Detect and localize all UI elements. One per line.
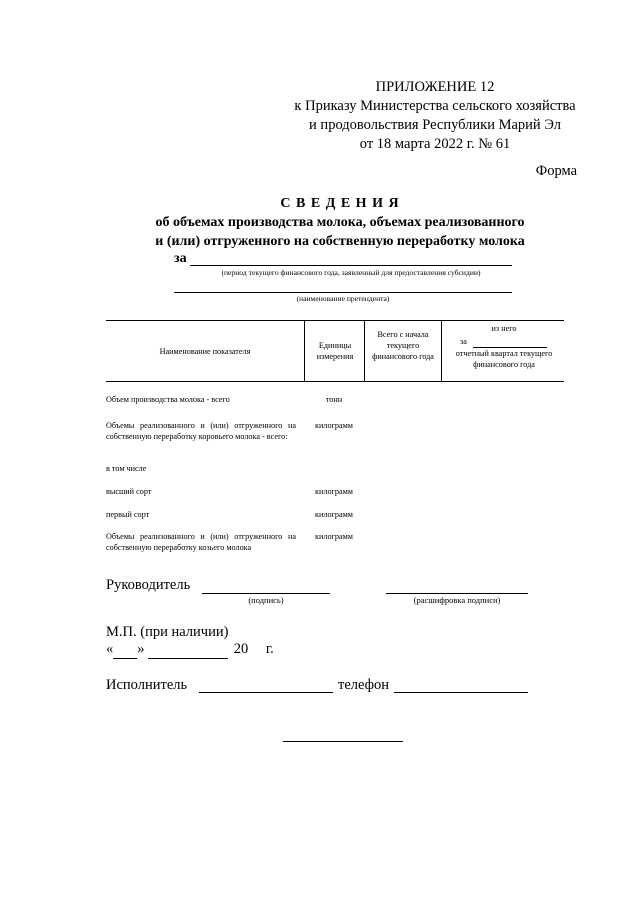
appendix-line-4: от 18 марта 2022 г. № 61 bbox=[359, 136, 511, 152]
table-divider-2 bbox=[364, 320, 365, 381]
period-prefix: за bbox=[174, 251, 187, 266]
date-close-quote: » bbox=[137, 641, 145, 657]
row-1-name: Объемы реализованного и (или) отгруженного на собственную переработку коровьего молока - всего: bbox=[106, 421, 296, 441]
header-since-start: Всего с начала текущего финансового года bbox=[372, 330, 434, 361]
table-divider-1 bbox=[304, 320, 305, 381]
row-0-unit: тонн bbox=[325, 395, 343, 404]
subtitle-line-1: об объемах производства молока, объемах реализованного bbox=[155, 215, 525, 230]
form-label: Форма bbox=[535, 163, 577, 179]
row-2-name: в том числе bbox=[106, 464, 147, 473]
row-5-unit: килограмм bbox=[315, 532, 353, 541]
row-1-unit: килограмм bbox=[315, 421, 353, 430]
row-0-name: Объем производства молока - всего bbox=[106, 395, 230, 404]
header-of-which: из него bbox=[491, 324, 517, 333]
row-3-name: высший сорт bbox=[106, 487, 152, 496]
row-4-unit: килограмм bbox=[315, 510, 353, 519]
period-caption: (период текущего финансового года, заявленный для предоставления субсидии) bbox=[221, 268, 481, 277]
sign-caption: (подпись) bbox=[248, 595, 284, 605]
decode-caption: (расшифровка подписи) bbox=[413, 595, 501, 605]
date-row bbox=[106, 641, 274, 659]
appendix-line-3: и продовольствия Республики Марий Эл bbox=[309, 117, 561, 133]
date-open-quote: « bbox=[106, 641, 114, 657]
row-5-name: Объемы реализованного и (или) отгруженного на собственную переработку козьего молока bbox=[106, 532, 296, 552]
head-decode-line bbox=[386, 593, 528, 594]
period-line bbox=[190, 265, 512, 266]
table-header-bottom-border bbox=[106, 381, 564, 382]
head-signature-line bbox=[202, 593, 330, 594]
header-za: за bbox=[460, 337, 467, 346]
footer-separator bbox=[283, 741, 403, 742]
table-top-border bbox=[106, 320, 564, 321]
phone-line bbox=[394, 692, 528, 693]
date-year: 20 bbox=[233, 641, 249, 657]
claimant-line bbox=[174, 292, 512, 293]
executor-label: Исполнитель bbox=[106, 677, 188, 693]
row-4-name: первый сорт bbox=[106, 510, 150, 519]
header-quarter-blank bbox=[473, 336, 547, 348]
subtitle-line-2: и (или) отгруженного на собственную переработку молока bbox=[155, 234, 525, 249]
table-divider-3 bbox=[441, 320, 442, 381]
document-title: С В Е Д Е Н И Я bbox=[280, 196, 400, 211]
header-indicator: Наименование показателя bbox=[159, 347, 251, 356]
head-label: Руководитель bbox=[106, 577, 191, 593]
phone-label: телефон bbox=[338, 677, 390, 693]
row-3-unit: килограмм bbox=[315, 487, 353, 496]
header-quarter-period bbox=[446, 336, 562, 348]
date-day-blank bbox=[113, 641, 137, 659]
date-month-blank bbox=[148, 641, 228, 659]
document-subtitle bbox=[110, 213, 570, 251]
header-quarter: отчетный квартал текущего финансового года bbox=[455, 349, 553, 369]
appendix-line-2: к Приказу Министерства сельского хозяйства bbox=[294, 98, 576, 114]
appendix-line-1: ПРИЛОЖЕНИЕ 12 bbox=[375, 79, 495, 95]
stamp-label: М.П. (при наличии) bbox=[106, 624, 229, 640]
appendix-block bbox=[270, 78, 600, 154]
date-year-suffix: г. bbox=[265, 641, 274, 657]
executor-line bbox=[199, 692, 333, 693]
claimant-caption: (наименование претендента) bbox=[296, 294, 390, 303]
header-units: Единицы измерения bbox=[316, 341, 354, 361]
